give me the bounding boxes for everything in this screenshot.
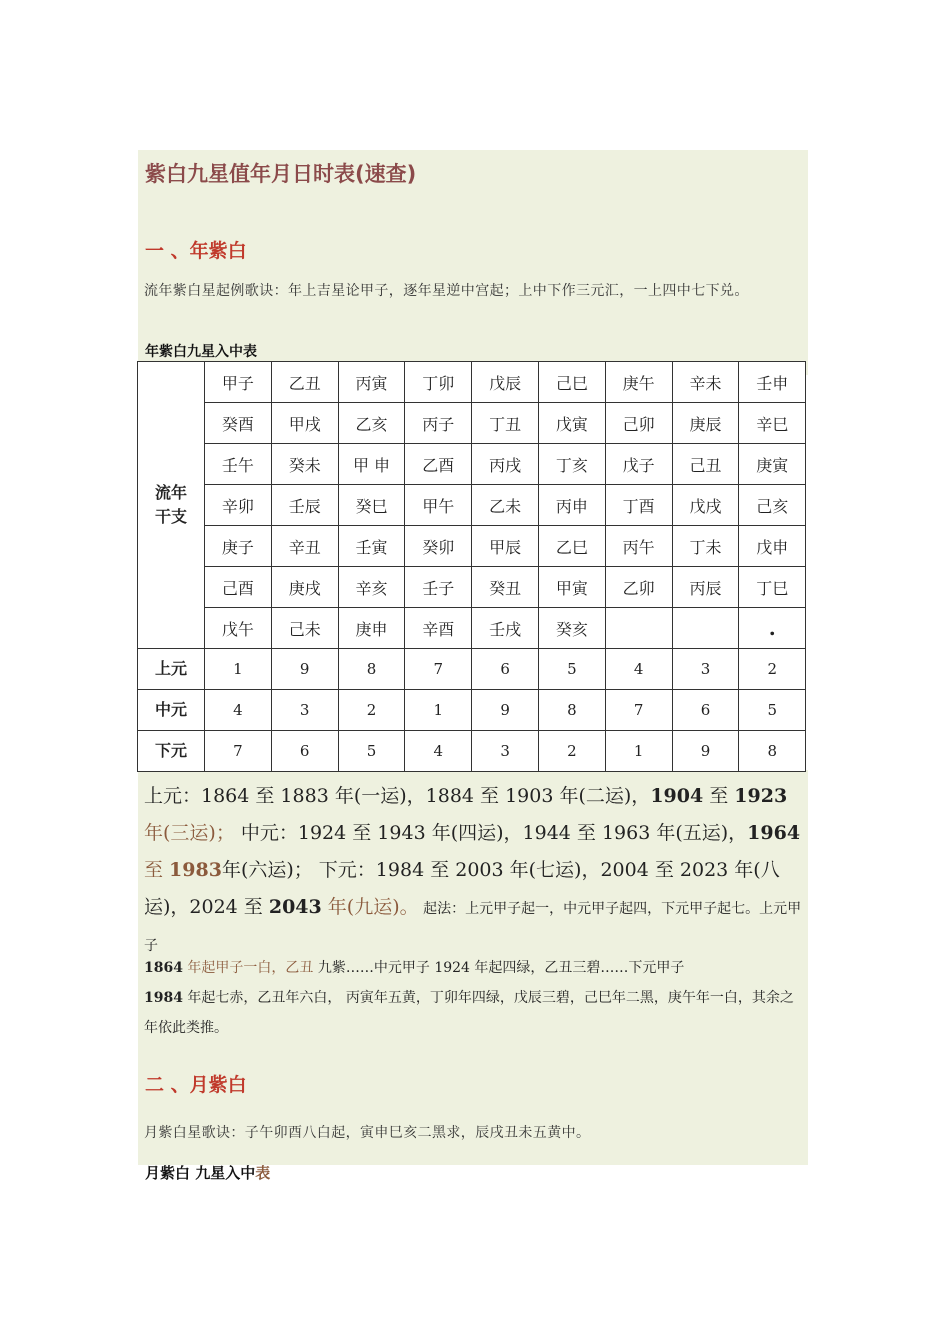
ganzhi-cell: 丁卯: [405, 362, 472, 403]
ganzhi-cell: 壬辰: [271, 485, 338, 526]
ganzhi-row: [138, 403, 806, 444]
year-table-caption: 年紫白九星入中表: [145, 344, 257, 360]
ganzhi-cell: 甲戌: [271, 403, 338, 444]
ganzhi-cell: 癸巳: [338, 485, 405, 526]
ganzhi-cell: 戊寅: [538, 403, 605, 444]
star-number-cell: 5: [538, 649, 605, 690]
ganzhi-cell: 辛酉: [405, 608, 472, 649]
star-number-cell: 7: [605, 690, 672, 731]
star-number-cell: 4: [405, 731, 472, 772]
ganzhi-cell: 丙寅: [338, 362, 405, 403]
detail-year-1984: 1984: [144, 990, 183, 1006]
section-heading-month: 二 、月紫白: [145, 1074, 247, 1096]
note-year-1983: 1983: [169, 859, 222, 881]
star-number-cell: 4: [605, 649, 672, 690]
section-heading-year: 一 、年紫白: [145, 240, 247, 262]
note-liuyun: 年(六运)；: [221, 859, 313, 881]
yuan-notes: [144, 778, 804, 963]
yuan-label: 上元: [138, 649, 205, 690]
ganzhi-cell: 庚辰: [672, 403, 739, 444]
ganzhi-cell: 甲 申: [338, 444, 405, 485]
year-verse: 流年紫白星起例歌诀：年上吉星论甲子，逐年星逆中宫起；上中下作三元汇，一上四中七下兑。: [144, 283, 749, 299]
star-number-cell: 8: [538, 690, 605, 731]
ganzhi-row: [138, 526, 806, 567]
ganzhi-cell: 戊午: [205, 608, 272, 649]
month-caption-b: 九星入中: [195, 1164, 256, 1182]
star-number-cell: 3: [672, 649, 739, 690]
star-number-cell: 5: [338, 731, 405, 772]
ganzhi-row: [138, 362, 806, 403]
month-caption-c: 表: [255, 1164, 271, 1182]
ganzhi-cell: 甲寅: [538, 567, 605, 608]
ganzhi-cell: 辛未: [672, 362, 739, 403]
ganzhi-cell: 辛卯: [205, 485, 272, 526]
yuan-row: [138, 690, 806, 731]
star-number-cell: 3: [472, 731, 539, 772]
ganzhi-cell: 戊子: [605, 444, 672, 485]
year-star-table: [137, 361, 806, 772]
ganzhi-row: [138, 608, 806, 649]
ganzhi-cell: 丁亥: [538, 444, 605, 485]
ganzhi-cell: 丙子: [405, 403, 472, 444]
note-zhongyuan: 中元：1924 至 1943 年(四运)，1944 至 1963 年(五运)，: [234, 822, 748, 844]
ganzhi-cell: 丙戌: [472, 444, 539, 485]
ganzhi-cell: 己未: [271, 608, 338, 649]
star-number-cell: 3: [271, 690, 338, 731]
yuan-label: 中元: [138, 690, 205, 731]
page-title: 紫白九星值年月日时表(速查): [145, 162, 417, 186]
ganzhi-cell: 癸未: [271, 444, 338, 485]
ganzhi-cell: 己亥: [739, 485, 806, 526]
ganzhi-cell: [605, 608, 672, 649]
ganzhi-cell: 甲子: [205, 362, 272, 403]
ganzhi-cell: 己酉: [205, 567, 272, 608]
ganzhi-row: [138, 444, 806, 485]
ganzhi-cell: 壬寅: [338, 526, 405, 567]
ganzhi-cell: 壬申: [739, 362, 806, 403]
ganzhi-cell: 辛巳: [739, 403, 806, 444]
ganzhi-row: [138, 567, 806, 608]
ganzhi-cell: 甲午: [405, 485, 472, 526]
ganzhi-cell: 己巳: [538, 362, 605, 403]
note-to: 至: [703, 785, 735, 807]
ganzhi-cell: 丁丑: [472, 403, 539, 444]
star-number-cell: 7: [405, 649, 472, 690]
star-number-cell: 1: [605, 731, 672, 772]
ganzhi-row: [138, 485, 806, 526]
note-sanyun: 年(三运)；: [144, 822, 235, 844]
note-year-1923: 1923: [734, 785, 788, 807]
ganzhi-cell: 乙丑: [271, 362, 338, 403]
star-number-cell: 4: [205, 690, 272, 731]
star-number-cell: 9: [672, 731, 739, 772]
ganzhi-cell: 丁未: [672, 526, 739, 567]
ganzhi-cell: 癸亥: [538, 608, 605, 649]
yuan-label: 下元: [138, 731, 205, 772]
note-year-2043: 2043: [268, 896, 322, 918]
star-number-cell: 6: [472, 649, 539, 690]
star-number-cell: 6: [271, 731, 338, 772]
ganzhi-cell: 庚寅: [739, 444, 806, 485]
ganzhi-cell: 乙巳: [538, 526, 605, 567]
ganzhi-cell: 戊申: [739, 526, 806, 567]
note-xiayuan: 下元：1984 至 2003 年(七运)，2004 至 2023 年(八运)，2024 至: [144, 859, 780, 918]
star-number-cell: 2: [739, 649, 806, 690]
month-caption-a: 月紫白: [145, 1164, 196, 1182]
ganzhi-cell: 戊辰: [472, 362, 539, 403]
ganzhi-cell: 癸酉: [205, 403, 272, 444]
ganzhi-cell: 壬午: [205, 444, 272, 485]
star-number-cell: 9: [271, 649, 338, 690]
star-number-cell: 8: [739, 731, 806, 772]
ganzhi-cell: 壬戌: [472, 608, 539, 649]
ganzhi-cell: 己丑: [672, 444, 739, 485]
note-year-1904: 1904: [650, 785, 704, 807]
ganzhi-cell: 庚申: [338, 608, 405, 649]
note-jiuyun: 年(九运)。: [321, 896, 419, 918]
detail-1984-text: 年起七赤，乙丑年六白， 丙寅年五黄，丁卯年四绿，戊辰三碧，己巳年二黑，庚午年一白，其余之年依此类推。: [144, 990, 794, 1036]
star-number-cell: 8: [338, 649, 405, 690]
ganzhi-cell: 丙申: [538, 485, 605, 526]
ganzhi-cell: 丙辰: [672, 567, 739, 608]
star-number-cell: 2: [338, 690, 405, 731]
note-shangyuan: 上元：1864 至 1883 年(一运)，1884 至 1903 年(二运)，: [144, 785, 651, 807]
ganzhi-cell: 癸丑: [472, 567, 539, 608]
star-number-cell: 1: [205, 649, 272, 690]
yuan-row: [138, 649, 806, 690]
ganzhi-cell: 辛亥: [338, 567, 405, 608]
row-label-liunian-ganzhi: 流年 干支: [138, 362, 205, 649]
ganzhi-cell: 乙未: [472, 485, 539, 526]
ganzhi-cell: 庚子: [205, 526, 272, 567]
ganzhi-cell: 己卯: [605, 403, 672, 444]
detail-year-1864: 1864: [144, 960, 183, 976]
ganzhi-cell: 丁巳: [739, 567, 806, 608]
note-to-2: 至: [144, 859, 170, 881]
note-year-1964: 1964: [747, 822, 801, 844]
ganzhi-cell: 甲辰: [472, 526, 539, 567]
ganzhi-cell: 乙酉: [405, 444, 472, 485]
detail-mid: 九紫……中元甲子 1924 年起四绿，乙丑三碧……下元甲子: [317, 960, 685, 976]
star-number-cell: 7: [205, 731, 272, 772]
month-verse: 月紫白星歌诀：子午卯酉八白起，寅申巳亥二黑求，辰戌丑未五黄中。: [144, 1125, 591, 1141]
ganzhi-cell: 戊戌: [672, 485, 739, 526]
star-number-cell: 2: [538, 731, 605, 772]
month-table-caption: [145, 1162, 270, 1183]
ganzhi-cell: 丁酉: [605, 485, 672, 526]
ganzhi-cell: 乙亥: [338, 403, 405, 444]
ganzhi-cell: [672, 608, 739, 649]
ganzhi-cell: 癸卯: [405, 526, 472, 567]
star-number-cell: 6: [672, 690, 739, 731]
note-qifa: 起法：上元甲子起一，中元甲子起四，下元甲子起七。上元甲子: [144, 901, 802, 954]
star-number-cell: 5: [739, 690, 806, 731]
ganzhi-cell: 辛丑: [271, 526, 338, 567]
detail-1864-text: 年起甲子一白，乙丑: [182, 960, 318, 976]
ganzhi-cell: 庚戌: [271, 567, 338, 608]
yuan-row: [138, 731, 806, 772]
ganzhi-cell: 庚午: [605, 362, 672, 403]
star-number-cell: 1: [405, 690, 472, 731]
star-number-cell: 9: [472, 690, 539, 731]
ganzhi-cell: .: [739, 608, 806, 649]
qifa-detail: [144, 953, 804, 1043]
ganzhi-cell: 丙午: [605, 526, 672, 567]
ganzhi-cell: 乙卯: [605, 567, 672, 608]
ganzhi-cell: 壬子: [405, 567, 472, 608]
